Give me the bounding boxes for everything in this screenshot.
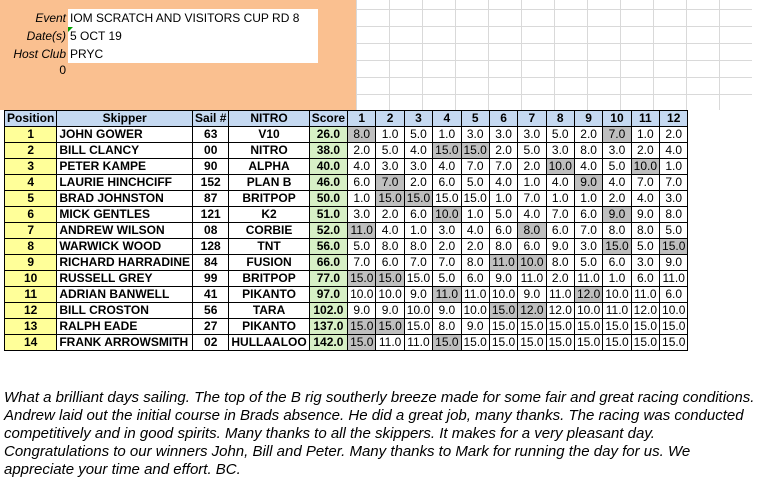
race-result-cell[interactable]: 1.0 (546, 191, 574, 207)
race-result-cell[interactable]: 6.0 (518, 239, 546, 255)
race-result-cell[interactable]: 5.0 (603, 159, 631, 175)
race-result-cell[interactable]: 9.0 (574, 175, 602, 191)
race-result-cell[interactable]: 12.0 (546, 303, 574, 319)
host-club-label: Host Club (13, 47, 66, 61)
race-result-cell[interactable]: 6.0 (660, 287, 688, 303)
race-result-cell[interactable]: 4.0 (660, 143, 688, 159)
event-label: Event (35, 11, 66, 25)
race-result-cell[interactable]: 1.0 (489, 191, 517, 207)
race-result-cell[interactable]: 12.0 (574, 287, 602, 303)
skipper-cell[interactable]: BILL CLANCY (57, 143, 193, 159)
boat-cell[interactable]: TARA (229, 303, 309, 319)
race-result-cell[interactable]: 1.0 (603, 271, 631, 287)
race-result-cell[interactable]: 15.0 (404, 319, 432, 335)
race-result-cell[interactable]: 10.0 (574, 303, 602, 319)
skipper-cell[interactable]: BRAD JOHNSTON (57, 191, 193, 207)
race-result-cell[interactable]: 4.0 (489, 175, 517, 191)
column-header[interactable]: Score (309, 111, 347, 127)
skipper-cell[interactable]: RALPH EADE (57, 319, 193, 335)
position-cell[interactable]: 11 (5, 287, 57, 303)
dates-cell[interactable]: 5 OCT 19 (68, 27, 318, 45)
race-result-cell[interactable]: 5.0 (546, 127, 574, 143)
race-result-cell[interactable]: 9.0 (489, 271, 517, 287)
race-result-cell[interactable]: 15.0 (631, 319, 659, 335)
race-result-cell[interactable]: 1.0 (376, 127, 404, 143)
table-row (5, 335, 688, 351)
score-cell[interactable]: 97.0 (309, 287, 347, 303)
race-result-cell[interactable]: 3.0 (433, 223, 461, 239)
race-result-cell[interactable]: 5.0 (660, 223, 688, 239)
table-row (5, 127, 688, 143)
race-result-cell[interactable]: 10.0 (433, 207, 461, 223)
race-result-cell[interactable]: 15.0 (461, 143, 489, 159)
race-result-cell[interactable]: 7.0 (404, 255, 432, 271)
race-result-cell[interactable]: 8.0 (489, 239, 517, 255)
race-result-cell[interactable]: 15.0 (433, 335, 461, 351)
sail-number-cell[interactable]: 08 (193, 223, 229, 239)
position-cell[interactable]: 12 (5, 303, 57, 319)
race-result-cell[interactable]: 8.0 (603, 223, 631, 239)
position-cell[interactable]: 2 (5, 143, 57, 159)
race-result-cell[interactable]: 4.0 (376, 223, 404, 239)
race-result-cell[interactable]: 7.0 (660, 175, 688, 191)
score-cell[interactable]: 51.0 (309, 207, 347, 223)
host-club-cell[interactable]: PRYC (68, 45, 318, 63)
column-header[interactable]: 7 (518, 111, 546, 127)
table-row (5, 255, 688, 271)
column-header[interactable]: 1 (348, 111, 376, 127)
race-result-cell[interactable]: 6.0 (603, 255, 631, 271)
race-result-cell[interactable]: 6.0 (433, 175, 461, 191)
race-result-cell[interactable]: 1.0 (433, 127, 461, 143)
race-result-cell[interactable]: 11.0 (518, 271, 546, 287)
race-result-cell[interactable]: 11.0 (546, 287, 574, 303)
table-row (5, 175, 688, 191)
race-result-cell[interactable]: 3.0 (574, 239, 602, 255)
race-result-cell[interactable]: 8.0 (660, 207, 688, 223)
table-row (5, 319, 688, 335)
race-result-cell[interactable]: 9.0 (631, 207, 659, 223)
column-header[interactable]: 11 (631, 111, 659, 127)
race-result-cell[interactable]: 2.0 (574, 127, 602, 143)
dates-label: Date(s) (26, 29, 66, 43)
race-result-cell[interactable]: 8.0 (574, 143, 602, 159)
boat-cell[interactable]: PIKANTO (229, 319, 309, 335)
sail-number-cell[interactable]: 87 (193, 191, 229, 207)
boat-cell[interactable]: PLAN B (229, 175, 309, 191)
race-result-cell[interactable]: 4.0 (603, 175, 631, 191)
sail-number-cell[interactable]: 02 (193, 335, 229, 351)
score-cell[interactable]: 26.0 (309, 127, 347, 143)
table-row (5, 287, 688, 303)
race-result-cell[interactable]: 3.0 (546, 143, 574, 159)
boat-cell[interactable]: TNT (229, 239, 309, 255)
column-header[interactable]: 9 (574, 111, 602, 127)
position-cell[interactable]: 10 (5, 271, 57, 287)
race-result-cell[interactable]: 15.0 (574, 335, 602, 351)
race-result-cell[interactable]: 9.0 (404, 287, 432, 303)
skipper-cell[interactable]: BILL CROSTON (57, 303, 193, 319)
race-result-cell[interactable]: 5.0 (461, 175, 489, 191)
skipper-cell[interactable]: MICK GENTLES (57, 207, 193, 223)
sail-number-cell[interactable]: 00 (193, 143, 229, 159)
race-result-cell[interactable]: 4.0 (518, 207, 546, 223)
race-result-cell[interactable]: 11.0 (376, 335, 404, 351)
table-row (5, 303, 688, 319)
race-result-cell[interactable]: 6.0 (404, 207, 432, 223)
table-row (5, 191, 688, 207)
race-result-cell[interactable]: 15.0 (489, 335, 517, 351)
race-result-cell[interactable]: 3.0 (376, 159, 404, 175)
race-result-cell[interactable]: 1.0 (348, 191, 376, 207)
race-result-cell[interactable]: 9.0 (518, 287, 546, 303)
score-cell[interactable]: 40.0 (309, 159, 347, 175)
race-result-cell[interactable]: 15.0 (660, 319, 688, 335)
race-result-cell[interactable]: 6.0 (631, 271, 659, 287)
boat-cell[interactable]: CORBIE (229, 223, 309, 239)
race-result-cell[interactable]: 8.0 (376, 239, 404, 255)
sail-number-cell[interactable]: 152 (193, 175, 229, 191)
skipper-cell[interactable]: FRANK ARROWSMITH (57, 335, 193, 351)
race-result-cell[interactable]: 11.0 (404, 335, 432, 351)
table-row (5, 159, 688, 175)
empty-grid-area (356, 0, 752, 110)
race-result-cell[interactable]: 8.0 (348, 127, 376, 143)
race-result-cell[interactable]: 12.0 (631, 303, 659, 319)
race-result-cell[interactable]: 2.0 (603, 191, 631, 207)
race-result-cell[interactable]: 15.0 (660, 239, 688, 255)
race-result-cell[interactable]: 4.0 (461, 223, 489, 239)
race-result-cell[interactable]: 4.0 (574, 159, 602, 175)
race-result-cell[interactable]: 11.0 (660, 271, 688, 287)
race-result-cell[interactable]: 10.0 (603, 287, 631, 303)
race-result-cell[interactable]: 15.0 (461, 335, 489, 351)
race-result-cell[interactable]: 15.0 (518, 319, 546, 335)
score-cell[interactable]: 56.0 (309, 239, 347, 255)
boat-cell[interactable]: BRITPOP (229, 271, 309, 287)
skipper-cell[interactable]: RICHARD HARRADINE (57, 255, 193, 271)
race-result-cell[interactable]: 9.0 (603, 207, 631, 223)
race-result-cell[interactable]: 3.0 (489, 127, 517, 143)
race-result-cell[interactable]: 15.0 (404, 191, 432, 207)
race-result-cell[interactable]: 4.0 (404, 143, 432, 159)
score-cell[interactable]: 66.0 (309, 255, 347, 271)
race-result-cell[interactable]: 4.0 (631, 191, 659, 207)
position-cell[interactable]: 7 (5, 223, 57, 239)
race-result-cell[interactable]: 10.0 (660, 303, 688, 319)
race-result-cell[interactable]: 7.0 (574, 223, 602, 239)
race-result-cell[interactable]: 2.0 (404, 175, 432, 191)
race-result-cell[interactable]: 3.0 (631, 255, 659, 271)
race-result-cell[interactable]: 5.0 (404, 127, 432, 143)
race-result-cell[interactable]: 11.0 (574, 271, 602, 287)
race-result-cell[interactable]: 15.0 (489, 303, 517, 319)
race-result-cell[interactable]: 8.0 (518, 223, 546, 239)
race-result-cell[interactable]: 5.0 (376, 143, 404, 159)
race-result-cell[interactable]: 10.0 (461, 303, 489, 319)
race-result-cell[interactable]: 15.0 (660, 335, 688, 351)
race-result-cell[interactable]: 5.0 (348, 239, 376, 255)
table-row (5, 239, 688, 255)
race-result-cell[interactable]: 15.0 (376, 319, 404, 335)
race-result-cell[interactable]: 5.0 (489, 207, 517, 223)
table-row (5, 207, 688, 223)
race-result-cell[interactable]: 15.0 (603, 239, 631, 255)
race-result-cell[interactable]: 15.0 (574, 319, 602, 335)
column-header[interactable]: NITRO (229, 111, 309, 127)
race-result-cell[interactable]: 6.0 (348, 175, 376, 191)
score-cell[interactable]: 142.0 (309, 335, 347, 351)
boat-cell[interactable]: BRITPOP (229, 191, 309, 207)
race-result-cell[interactable]: 15.0 (348, 335, 376, 351)
boat-cell[interactable]: HULLAALOO (229, 335, 309, 351)
table-row (5, 143, 688, 159)
race-result-cell[interactable]: 10.0 (546, 159, 574, 175)
column-header[interactable]: 5 (461, 111, 489, 127)
race-result-cell[interactable]: 15.0 (489, 319, 517, 335)
sail-number-cell[interactable]: 84 (193, 255, 229, 271)
position-cell[interactable]: 5 (5, 191, 57, 207)
race-result-cell[interactable]: 9.0 (660, 255, 688, 271)
race-result-cell[interactable]: 1.0 (660, 159, 688, 175)
race-result-cell[interactable]: 9.0 (433, 303, 461, 319)
race-result-cell[interactable]: 7.0 (348, 255, 376, 271)
race-result-cell[interactable]: 4.0 (546, 175, 574, 191)
race-result-cell[interactable]: 15.0 (631, 335, 659, 351)
sail-number-cell[interactable]: 99 (193, 271, 229, 287)
results-table (4, 110, 688, 351)
race-result-cell[interactable]: 5.0 (574, 255, 602, 271)
race-result-cell[interactable]: 10.0 (518, 255, 546, 271)
race-result-cell[interactable]: 7.0 (461, 159, 489, 175)
race-result-cell[interactable]: 5.0 (518, 143, 546, 159)
position-cell[interactable]: 6 (5, 207, 57, 223)
position-cell[interactable]: 3 (5, 159, 57, 175)
race-result-cell[interactable]: 8.0 (433, 319, 461, 335)
table-body (5, 127, 688, 351)
race-result-cell[interactable]: 2.0 (376, 207, 404, 223)
race-result-cell[interactable]: 2.0 (518, 159, 546, 175)
race-result-cell[interactable]: 2.0 (546, 271, 574, 287)
race-result-cell[interactable]: 7.0 (518, 191, 546, 207)
boat-cell[interactable]: FUSION (229, 255, 309, 271)
table-row (5, 223, 688, 239)
race-result-cell[interactable]: 4.0 (433, 159, 461, 175)
sail-number-cell[interactable]: 90 (193, 159, 229, 175)
score-cell[interactable]: 137.0 (309, 319, 347, 335)
column-header[interactable]: Position (5, 111, 57, 127)
race-result-cell[interactable]: 10.0 (404, 303, 432, 319)
race-result-cell[interactable]: 11.0 (489, 255, 517, 271)
boat-cell[interactable]: PIKANTO (229, 287, 309, 303)
race-result-cell[interactable]: 6.0 (461, 271, 489, 287)
race-result-cell[interactable]: 1.0 (631, 127, 659, 143)
race-result-cell[interactable]: 2.0 (660, 127, 688, 143)
column-header[interactable]: Sail # (193, 111, 229, 127)
race-result-cell[interactable]: 2.0 (348, 143, 376, 159)
race-result-cell[interactable]: 15.0 (348, 319, 376, 335)
event-name-cell[interactable]: IOM SCRATCH AND VISITORS CUP RD 8 (68, 9, 318, 27)
race-result-cell[interactable]: 7.0 (433, 255, 461, 271)
race-result-cell[interactable]: 9.0 (376, 303, 404, 319)
race-result-cell[interactable]: 6.0 (574, 207, 602, 223)
race-result-cell[interactable]: 15.0 (376, 271, 404, 287)
skipper-cell[interactable]: ANDREW WILSON (57, 223, 193, 239)
race-result-cell[interactable]: 15.0 (603, 319, 631, 335)
score-cell[interactable]: 38.0 (309, 143, 347, 159)
race-result-cell[interactable]: 15.0 (546, 335, 574, 351)
race-result-cell[interactable]: 15.0 (433, 191, 461, 207)
column-header[interactable]: 10 (603, 111, 631, 127)
sail-number-cell[interactable]: 63 (193, 127, 229, 143)
score-cell[interactable]: 50.0 (309, 191, 347, 207)
race-result-cell[interactable]: 3.0 (660, 191, 688, 207)
race-result-cell[interactable]: 10.0 (631, 159, 659, 175)
score-cell[interactable]: 46.0 (309, 175, 347, 191)
race-result-cell[interactable]: 5.0 (631, 239, 659, 255)
race-result-cell[interactable]: 6.0 (489, 223, 517, 239)
race-result-cell[interactable]: 10.0 (376, 287, 404, 303)
race-result-cell[interactable]: 11.0 (631, 287, 659, 303)
position-cell[interactable]: 4 (5, 175, 57, 191)
table-header-row (5, 111, 688, 127)
score-cell[interactable]: 77.0 (309, 271, 347, 287)
race-result-cell[interactable]: 11.0 (461, 287, 489, 303)
race-result-cell[interactable]: 2.0 (461, 239, 489, 255)
zero-cell[interactable]: 0 (59, 63, 66, 77)
position-cell[interactable]: 14 (5, 335, 57, 351)
column-header[interactable]: 12 (660, 111, 688, 127)
race-result-cell[interactable]: 3.0 (518, 127, 546, 143)
event-header-block (0, 0, 356, 110)
race-result-cell[interactable]: 7.0 (489, 159, 517, 175)
column-header[interactable]: 2 (376, 111, 404, 127)
race-result-cell[interactable]: 8.0 (546, 255, 574, 271)
position-cell[interactable]: 8 (5, 239, 57, 255)
race-result-cell[interactable]: 8.0 (631, 223, 659, 239)
race-result-cell[interactable]: 15.0 (348, 271, 376, 287)
race-result-cell[interactable]: 7.0 (603, 127, 631, 143)
sail-number-cell[interactable]: 128 (193, 239, 229, 255)
race-result-cell[interactable]: 2.0 (489, 143, 517, 159)
skipper-cell[interactable]: WARWICK WOOD (57, 239, 193, 255)
position-cell[interactable]: 9 (5, 255, 57, 271)
race-result-cell[interactable]: 8.0 (461, 255, 489, 271)
race-result-cell[interactable]: 15.0 (518, 335, 546, 351)
table-row (5, 271, 688, 287)
race-result-cell[interactable]: 9.0 (461, 319, 489, 335)
position-cell[interactable]: 1 (5, 127, 57, 143)
sail-number-cell[interactable]: 56 (193, 303, 229, 319)
score-cell[interactable]: 52.0 (309, 223, 347, 239)
boat-cell[interactable]: K2 (229, 207, 309, 223)
race-result-cell[interactable]: 12.0 (518, 303, 546, 319)
race-result-cell[interactable]: 1.0 (574, 191, 602, 207)
sail-number-cell[interactable]: 41 (193, 287, 229, 303)
race-result-cell[interactable]: 3.0 (603, 143, 631, 159)
race-result-cell[interactable]: 1.0 (404, 223, 432, 239)
column-header[interactable]: 3 (404, 111, 432, 127)
sail-number-cell[interactable]: 27 (193, 319, 229, 335)
race-result-cell[interactable]: 15.0 (546, 319, 574, 335)
column-header[interactable]: 8 (546, 111, 574, 127)
column-header[interactable]: 6 (489, 111, 517, 127)
column-header[interactable]: Skipper (57, 111, 193, 127)
race-result-cell[interactable]: 7.0 (546, 207, 574, 223)
race-result-cell[interactable]: 3.0 (348, 207, 376, 223)
boat-cell[interactable]: ALPHA (229, 159, 309, 175)
race-result-cell[interactable]: 15.0 (404, 271, 432, 287)
race-result-cell[interactable]: 11.0 (433, 287, 461, 303)
race-result-cell[interactable]: 3.0 (404, 159, 432, 175)
race-result-cell[interactable]: 15.0 (376, 191, 404, 207)
race-result-cell[interactable]: 1.0 (518, 175, 546, 191)
race-result-cell[interactable]: 1.0 (461, 207, 489, 223)
race-result-cell[interactable]: 15.0 (461, 191, 489, 207)
race-result-cell[interactable]: 9.0 (348, 303, 376, 319)
race-result-cell[interactable]: 11.0 (603, 303, 631, 319)
race-result-cell[interactable]: 15.0 (433, 143, 461, 159)
sail-number-cell[interactable]: 121 (193, 207, 229, 223)
race-result-cell[interactable]: 10.0 (489, 287, 517, 303)
race-result-cell[interactable]: 9.0 (546, 239, 574, 255)
race-result-cell[interactable]: 4.0 (348, 159, 376, 175)
race-result-cell[interactable]: 6.0 (376, 255, 404, 271)
race-result-cell[interactable]: 15.0 (603, 335, 631, 351)
column-header[interactable]: 4 (433, 111, 461, 127)
skipper-cell[interactable]: LAURIE HINCHCIFF (57, 175, 193, 191)
score-cell[interactable]: 102.0 (309, 303, 347, 319)
race-result-cell[interactable]: 8.0 (404, 239, 432, 255)
race-result-cell[interactable]: 3.0 (461, 127, 489, 143)
skipper-cell[interactable]: PETER KAMPE (57, 159, 193, 175)
race-result-cell[interactable]: 6.0 (546, 223, 574, 239)
race-result-cell[interactable]: 7.0 (631, 175, 659, 191)
race-result-cell[interactable]: 11.0 (348, 223, 376, 239)
race-report-text: What a brilliant days sailing. The top of the B rig southerly breeze made for some fair and great racing conditions. Andrew laid out the initial course in Brads absence. He did a great job, many thanks. The racing was conducted competitively and in good spirits. Many thanks to all the skippers. It makes for a very pleasant day. Congratulations to our winners John, Bill and Peter. Many thanks to Mark for running the day for us. We appreciate your time and effort. BC. (4, 389, 755, 478)
race-result-cell[interactable]: 2.0 (631, 143, 659, 159)
skipper-cell[interactable]: JOHN GOWER (57, 127, 193, 143)
position-cell[interactable]: 13 (5, 319, 57, 335)
race-result-cell[interactable]: 2.0 (433, 239, 461, 255)
boat-cell[interactable]: NITRO (229, 143, 309, 159)
boat-cell[interactable]: V10 (229, 127, 309, 143)
race-result-cell[interactable]: 10.0 (348, 287, 376, 303)
race-result-cell[interactable]: 7.0 (376, 175, 404, 191)
skipper-cell[interactable]: RUSSELL GREY (57, 271, 193, 287)
skipper-cell[interactable]: ADRIAN BANWELL (57, 287, 193, 303)
race-result-cell[interactable]: 5.0 (433, 271, 461, 287)
